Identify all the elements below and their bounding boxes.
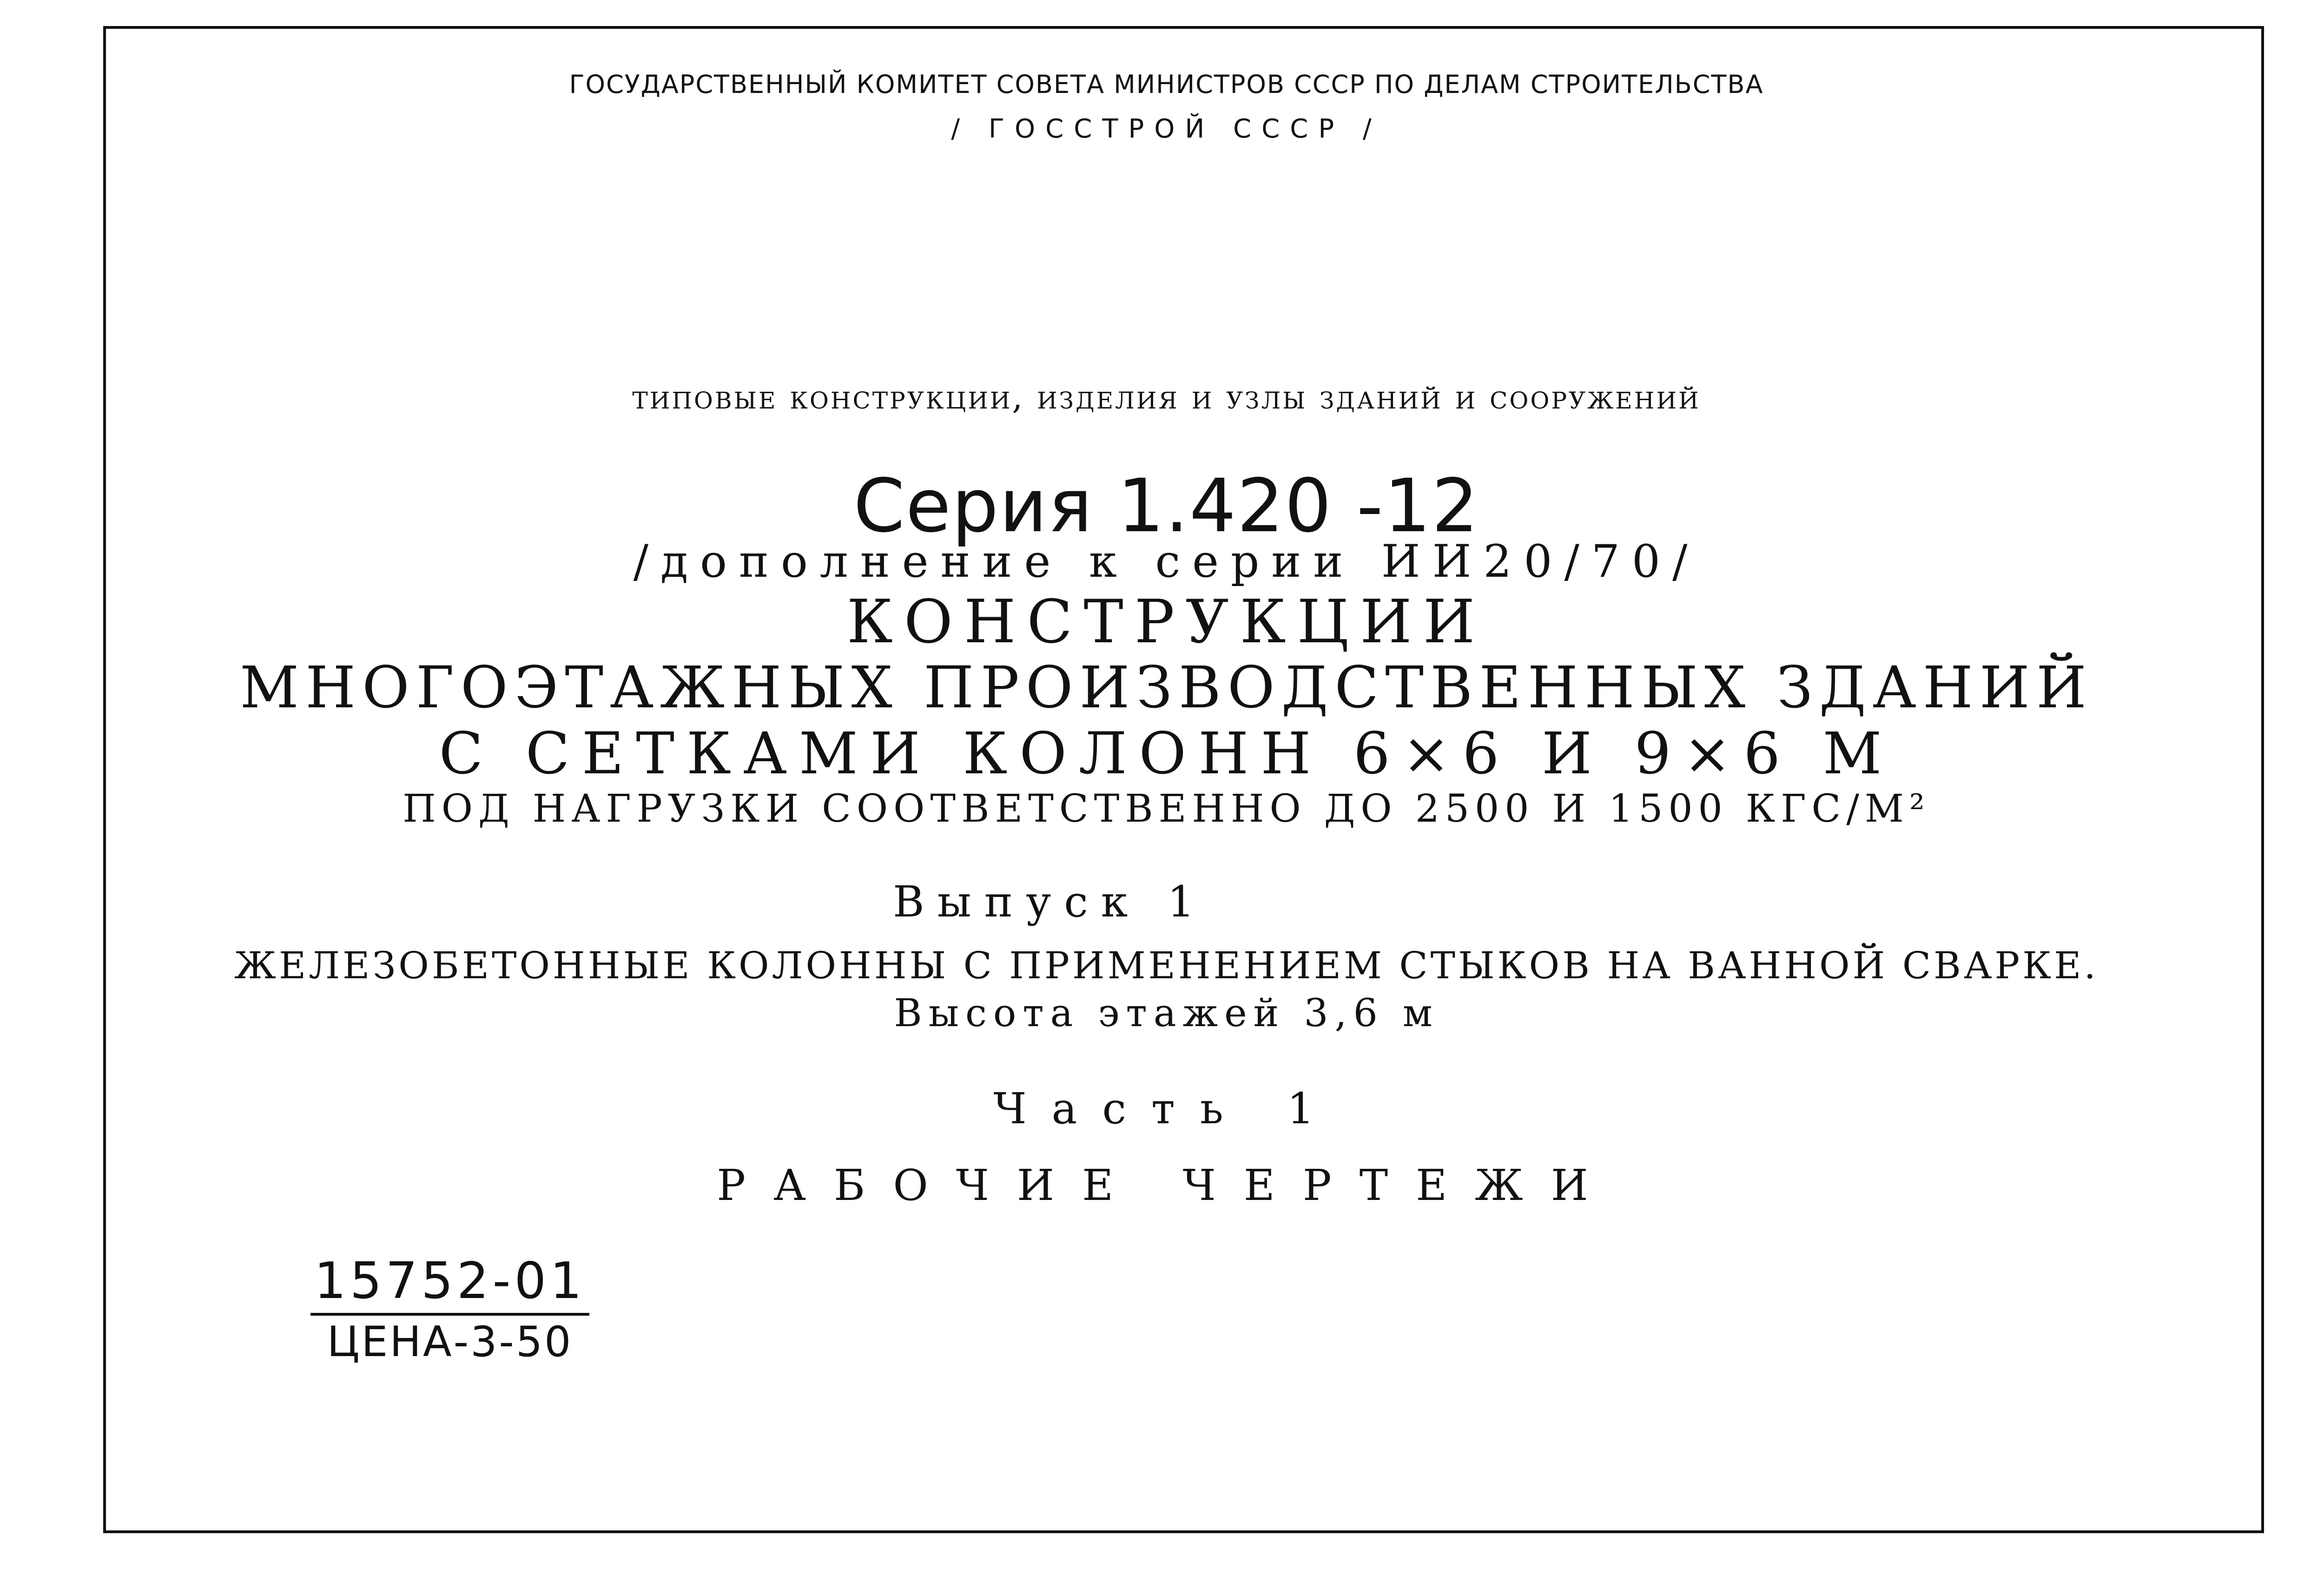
catalog-stamp (310, 1252, 589, 1367)
series-title: Серия 1.420 -12 (853, 463, 1479, 549)
typical-constructions-heading: типовые конструкции, изделия и узлы зданий и сооружений (632, 377, 1701, 416)
issue-heading: Выпуск 1 (892, 877, 1208, 927)
part-heading: Часть 1 (993, 1084, 1340, 1133)
constructions-heading: КОНСТРУКЦИИ (846, 587, 1486, 657)
loads-subheading: ПОД НАГРУЗКИ СООТВЕТСТВЕННО ДО 2500 И 1500 КГС/М² (403, 787, 1930, 831)
catalog-number: 15752-01 (310, 1255, 589, 1316)
gosstroy-heading: / ГОССТРОЙ СССР / (951, 114, 1382, 144)
series-supplement: /дополнение к серии ИИ20/70/ (633, 535, 1700, 587)
columns-description: ЖЕЛЕЗОБЕТОННЫЕ КОЛОННЫ С ПРИМЕНЕНИЕМ СТЫКОВ НА ВАННОЙ СВАРКЕ. (234, 944, 2099, 987)
floor-height: Высота этажей 3,6 м (894, 991, 1439, 1035)
multistorey-buildings-heading: МНОГОЭТАЖНЫХ ПРОИЗВОДСТВЕННЫХ ЗДАНИЙ (240, 654, 2093, 721)
price-label: ЦЕНА-3-50 (327, 1318, 573, 1367)
ministry-heading: ГОСУДАРСТВЕННЫЙ КОМИТЕТ СОВЕТА МИНИСТРОВ СССР ПО ДЕЛАМ СТРОИТЕЛЬСТВА (569, 70, 1764, 99)
working-drawings-heading: РАБОЧИЕ ЧЕРТЕЖИ (717, 1160, 1616, 1210)
column-grid-heading: С СЕТКАМИ КОЛОНН 6×6 И 9×6 М (439, 720, 1894, 787)
